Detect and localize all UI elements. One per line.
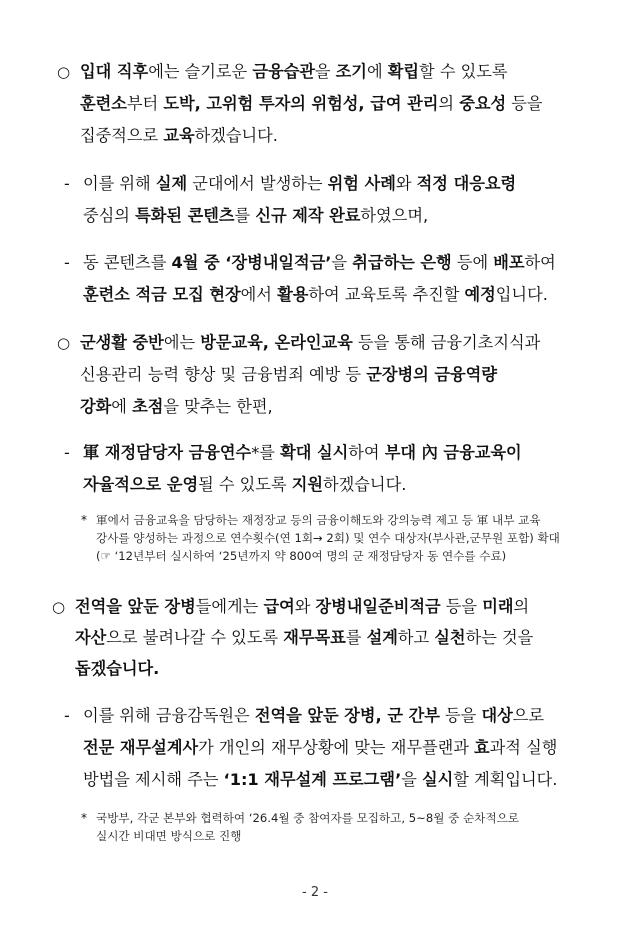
emphasis-text: 훈련소 적금 모집 현장 [83, 285, 241, 304]
text-run: 의 [513, 597, 530, 616]
text-run: 하여 교육토록 추진할 [308, 285, 465, 304]
text-run: 입니다. [495, 285, 548, 304]
text-run: 군대에서 발생하는 [187, 174, 328, 193]
emphasis-text: 신규 제작 완료 [255, 206, 361, 225]
emphasis-text: 실시 [422, 770, 454, 789]
emphasis-text: 취급하는 은행 [352, 253, 452, 272]
emphasis-text: 자산 [75, 628, 107, 647]
emphasis-text: 적정 대응요령 [416, 174, 517, 193]
emphasis-text: 설계 [366, 628, 398, 647]
text-run: 와 [395, 174, 417, 193]
emphasis-text: 자율적으로 운영 [83, 475, 199, 494]
footnote-asterisk: * [81, 513, 87, 527]
text-run: 방법을 제시해 주는 [83, 770, 224, 789]
emphasis-text: 특화된 콘텐츠 [135, 206, 235, 225]
paragraph-line [75, 597, 529, 617]
paragraph-line [80, 94, 543, 114]
text-run: 이를 위해 [83, 174, 156, 193]
emphasis-text: 강화 [80, 397, 112, 416]
text-run: 軍에서 금융교육을 담당하는 재정장교 등의 금융이해도와 강의능력 제고 등 軍 내부 교육 [96, 513, 541, 527]
text-run: 등을 [506, 94, 543, 113]
text-run: 를 [345, 628, 367, 647]
text-run: 할 계획입니다. [453, 770, 558, 789]
emphasis-text: 지원 [291, 475, 324, 494]
paragraph-line [83, 443, 522, 463]
emphasis-text: 미래 [482, 597, 514, 616]
paragraph-line [83, 206, 428, 226]
emphasis-text: 입대 직후 [80, 62, 149, 81]
text-run: 부터 [126, 94, 164, 113]
emphasis-text: 금융습관 [252, 62, 315, 81]
emphasis-text: 실제 [155, 174, 188, 193]
text-run: 중심의 [83, 206, 136, 225]
text-run: 에 [111, 397, 133, 416]
emphasis-text: 초점 [132, 397, 164, 416]
text-run: 하겠습니다. [323, 475, 407, 494]
emphasis-text: 훈련소 [80, 94, 127, 113]
text-run: 가 개인의 재무상황에 맞는 재무플랜과 [198, 738, 475, 757]
text-run: 등을 [440, 597, 483, 616]
emphasis-text: 군장병의 금융역량 [366, 365, 497, 384]
emphasis-text: 중요성 [459, 94, 507, 113]
text-run: 을 [331, 253, 353, 272]
bullet-dash-icon: - [64, 253, 70, 272]
text-run: 과적 실행 [489, 738, 558, 757]
bullet-circle-icon: ○ [52, 598, 66, 616]
text-run: 하는 것을 [465, 628, 534, 647]
emphasis-text: 전문 재무설계사 [83, 738, 199, 757]
emphasis-text: 4월 중 ‘장병내일적금’ [171, 253, 332, 272]
emphasis-text: 위험 사례 [327, 174, 396, 193]
bullet-dash-icon: - [64, 443, 70, 462]
emphasis-text: 부대 內 금융교육이 [384, 443, 522, 462]
paragraph-line [80, 126, 278, 146]
text-run: 을 맞추는 한편, [163, 397, 273, 416]
page-number: - 2 - [302, 885, 328, 900]
paragraph-line [83, 706, 544, 726]
text-run: 에는 슬기로운 [148, 62, 253, 81]
emphasis-text: 도박, 고위험 투자의 위험성, 급여 관리 [163, 94, 439, 113]
emphasis-text: 군생활 중반 [80, 333, 164, 352]
paragraph-line [80, 365, 497, 385]
text-run: 들에게는 [195, 597, 264, 616]
text-run: 하겠습니다. [194, 126, 278, 145]
paragraph-line [83, 253, 556, 273]
emphasis-text: 재무목표 [283, 628, 346, 647]
paragraph-line [83, 285, 548, 305]
text-run: 동 콘텐츠를 [83, 253, 172, 272]
paragraph-line [80, 397, 273, 417]
text-run: 에는 [163, 333, 201, 352]
emphasis-text: 배포 [493, 253, 525, 272]
text-run: 할 수 있도록 [419, 62, 508, 81]
emphasis-text: ‘1:1 재무설계 프로그램’ [223, 770, 402, 789]
emphasis-text: 확대 실시 [280, 443, 349, 462]
text-run: 를 [259, 443, 281, 462]
text-run: 등을 [439, 706, 482, 725]
emphasis-text: 軍 재정담당자 금융연수 [83, 443, 252, 462]
emphasis-text: 효 [474, 738, 490, 757]
text-run: 를 [234, 206, 256, 225]
text-run: 등을 통해 금융기초지식과 [352, 333, 541, 352]
bullet-circle-icon: ○ [57, 63, 71, 81]
text-run: 하여 [524, 253, 556, 272]
text-run: 신용관리 능력 향상 및 금융범죄 예방 등 [80, 365, 367, 384]
emphasis-text: 전역을 앞둔 장병 [75, 597, 196, 616]
footnote-line [96, 811, 519, 826]
text-run: 에서 [240, 285, 278, 304]
paragraph-line [83, 770, 557, 790]
bullet-dash-icon: - [64, 174, 70, 193]
text-run: 실시간 비대면 방식으로 진행 [96, 829, 242, 843]
text-run: 국방부, 각군 본부와 협력하여 ‘26.4월 중 참여자를 모집하고, 5~8월 중 순차적으로 [96, 811, 519, 825]
text-run: 하였으며, [360, 206, 429, 225]
text-run: 하여 [348, 443, 385, 462]
text-run: 하고 [397, 628, 435, 647]
footnote-line [96, 549, 506, 564]
footnote-line [96, 513, 541, 528]
bullet-dash-icon: - [64, 706, 70, 725]
emphasis-text: 교육 [163, 126, 195, 145]
footnote-line [96, 829, 241, 844]
text-run: 될 수 있도록 [198, 475, 292, 494]
text-run: 을 [401, 770, 423, 789]
text-run: 집중적으로 [80, 126, 164, 145]
text-run: 에 [366, 62, 388, 81]
emphasis-text: 확립 [387, 62, 420, 81]
text-run: 등에 [451, 253, 494, 272]
text-run: (☞ ‘12년부터 실시하여 ‘25년까지 약 800여 명의 군 재정담당자 동 연수를 수료) [96, 549, 507, 563]
emphasis-text: 장병내일준비적금 [315, 597, 441, 616]
emphasis-text: 실천 [434, 628, 466, 647]
emphasis-text: 대상 [481, 706, 513, 725]
text-run: 을 [314, 62, 336, 81]
emphasis-text: 돕겠습니다. [75, 659, 160, 678]
paragraph-line [83, 738, 557, 758]
text-run: 으로 불려나갈 수 있도록 [106, 628, 284, 647]
text-run: 와 [294, 597, 316, 616]
paragraph-line [75, 659, 159, 679]
paragraph-line [80, 62, 508, 82]
text-run: * [251, 443, 260, 462]
emphasis-text: 전역을 앞둔 장병, 군 간부 [254, 706, 440, 725]
emphasis-text: 방문교육, 온라인교육 [200, 333, 353, 352]
emphasis-text: 조기 [335, 62, 367, 81]
paragraph-line [83, 174, 516, 194]
footnote-asterisk: * [81, 811, 87, 825]
text-run: 이를 위해 금융감독원은 [83, 706, 255, 725]
paragraph-line [75, 628, 533, 648]
footnote-line [96, 531, 560, 546]
emphasis-text: 예정 [464, 285, 496, 304]
emphasis-text: 활용 [277, 285, 309, 304]
text-run: 강사를 양성하는 과정으로 연수횟수(연 1회→ 2회) 및 연수 대상자(부사관,군무원 포함) 확대 [96, 531, 560, 545]
text-run: 의 [438, 94, 460, 113]
emphasis-text: 급여 [263, 597, 295, 616]
paragraph-line [80, 333, 540, 353]
paragraph-line [83, 475, 406, 495]
text-run: 으로 [512, 706, 545, 725]
bullet-circle-icon: ○ [57, 334, 71, 352]
